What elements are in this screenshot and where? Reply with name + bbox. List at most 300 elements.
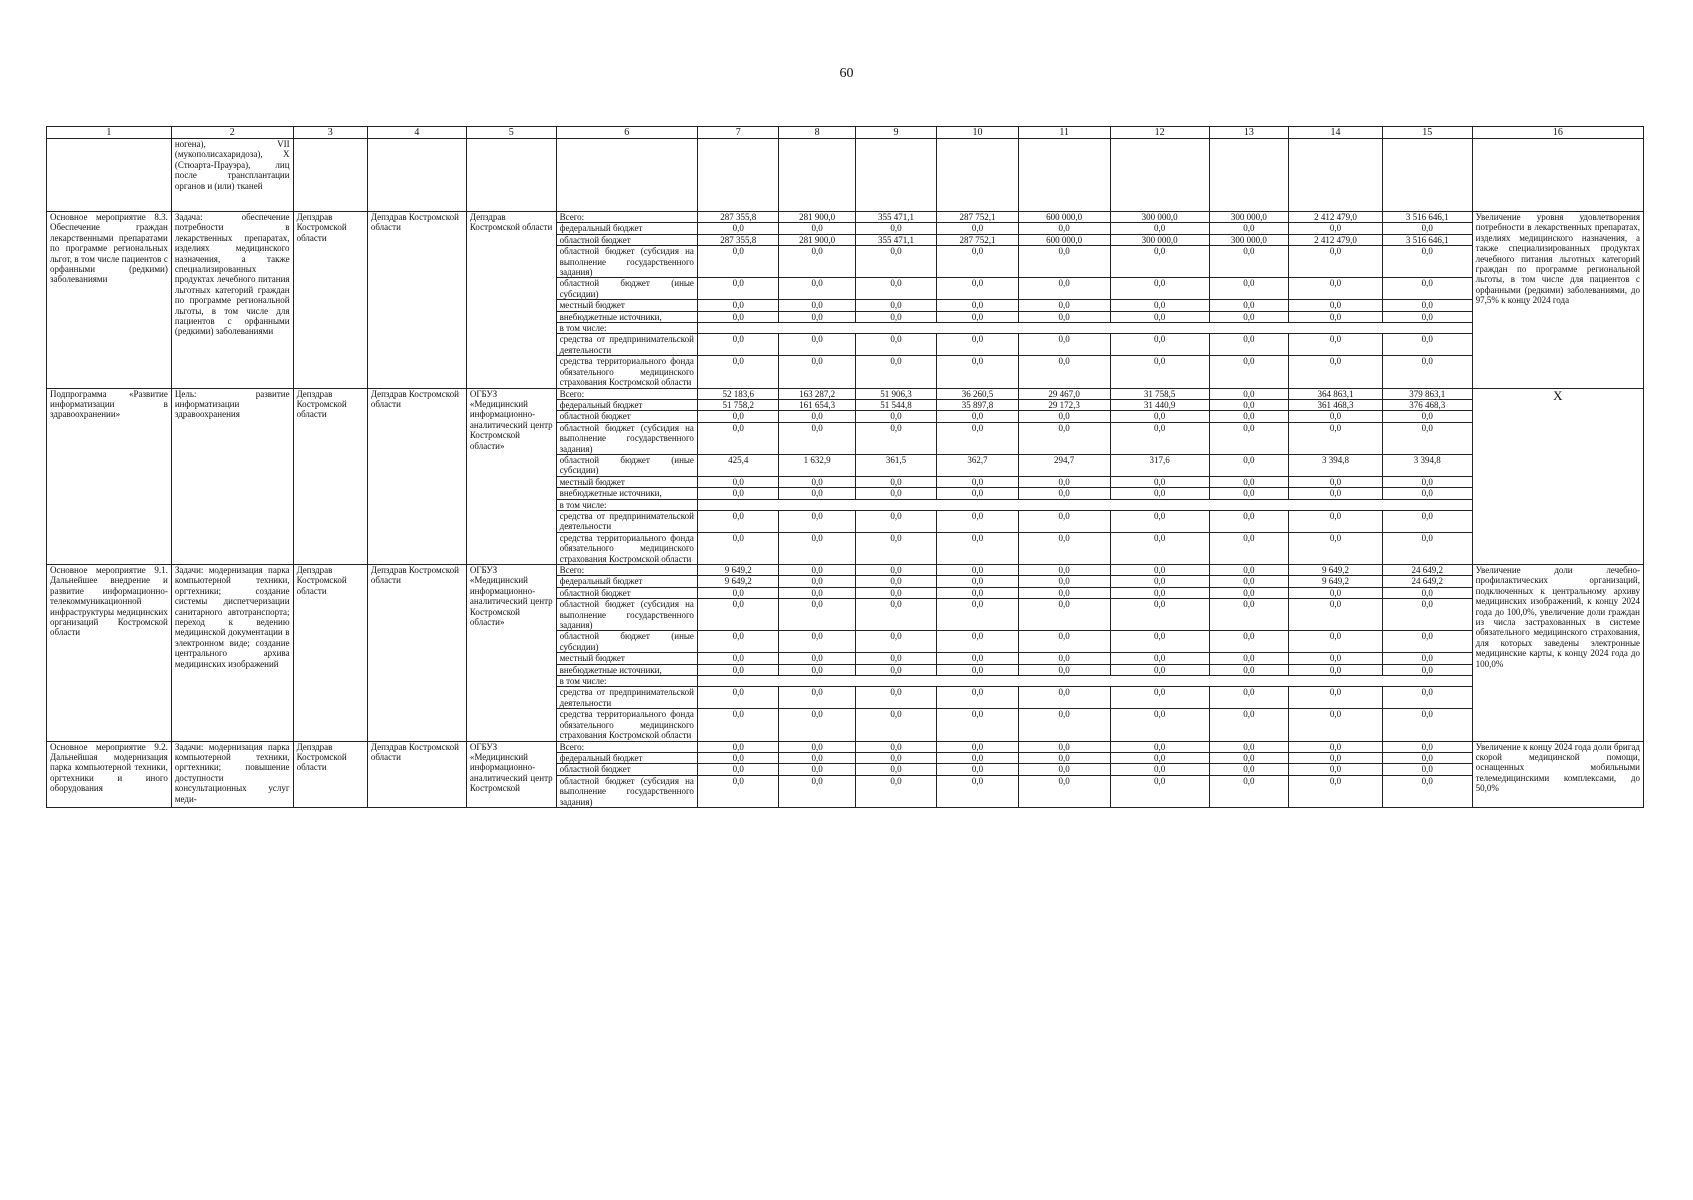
value-cell: 0,0 xyxy=(937,576,1019,587)
value-cell: 362,7 xyxy=(937,454,1019,476)
value-cell: 0,0 xyxy=(1110,587,1209,598)
value-cell: 3 516 646,1 xyxy=(1382,212,1472,223)
value-cell: 9 649,2 xyxy=(1289,576,1383,587)
value-cell: 0,0 xyxy=(1018,223,1110,234)
value-cell: 0,0 xyxy=(1209,752,1288,763)
value-cell: 0,0 xyxy=(697,356,779,388)
row-label: областной бюджет xyxy=(556,587,697,598)
value-cell: 0,0 xyxy=(1209,388,1288,399)
column-header: 14 xyxy=(1289,127,1383,139)
value-cell: 0,0 xyxy=(1289,334,1383,356)
value-cell: 0,0 xyxy=(697,223,779,234)
value-cell: 287 752,1 xyxy=(937,234,1019,245)
row-label: средства от предпринимательской деятельности xyxy=(556,510,697,532)
section-task: Задачи: модернизация парка компьютерной техники, оргтехники; повышение доступности консультационных услуг меди- xyxy=(171,741,293,807)
value-cell: 0,0 xyxy=(1110,687,1209,709)
value-cell: 0,0 xyxy=(779,246,855,278)
continuation-cell xyxy=(1110,139,1209,212)
column-header: 6 xyxy=(556,127,697,139)
value-cell: 317,6 xyxy=(1110,454,1209,476)
value-cell: 29 172,3 xyxy=(1018,399,1110,410)
value-cell: 0,0 xyxy=(1382,764,1472,775)
value-cell: 0,0 xyxy=(937,300,1019,311)
value-cell: 0,0 xyxy=(1018,631,1110,653)
value-cell: 0,0 xyxy=(1289,223,1383,234)
continuation-row xyxy=(47,139,1644,212)
value-cell: 0,0 xyxy=(697,246,779,278)
value-cell: 0,0 xyxy=(779,741,855,752)
value-cell: 0,0 xyxy=(697,300,779,311)
column-header: 4 xyxy=(367,127,466,139)
value-cell: 0,0 xyxy=(1209,565,1288,576)
value-cell: 0,0 xyxy=(1289,510,1383,532)
value-cell: 0,0 xyxy=(1018,709,1110,741)
value-cell: 31 440,9 xyxy=(1110,399,1209,410)
table-row xyxy=(47,388,1644,399)
row-label: Всего: xyxy=(556,388,697,399)
value-cell: 9 649,2 xyxy=(1289,565,1383,576)
value-cell: 24 649,2 xyxy=(1382,576,1472,587)
value-cell: 0,0 xyxy=(855,510,937,532)
continuation-cell xyxy=(779,139,855,212)
value-cell: 0,0 xyxy=(697,687,779,709)
value-cell: 24 649,2 xyxy=(1382,565,1472,576)
row-label: Всего: xyxy=(556,212,697,223)
value-cell: 0,0 xyxy=(779,356,855,388)
value-cell: 0,0 xyxy=(937,532,1019,564)
column-header: 9 xyxy=(855,127,937,139)
value-cell: 0,0 xyxy=(855,664,937,675)
value-cell: 0,0 xyxy=(1209,311,1288,322)
value-cell: 0,0 xyxy=(779,775,855,807)
value-cell: 0,0 xyxy=(1209,223,1288,234)
section-name: Подпрограмма «Развитие информатизации в здравоохранении» xyxy=(47,388,172,565)
value-cell: 0,0 xyxy=(855,653,937,664)
section-col4: Депздрав Костромской области xyxy=(367,741,466,807)
column-header: 1 xyxy=(47,127,172,139)
value-cell: 0,0 xyxy=(1209,454,1288,476)
value-cell: 0,0 xyxy=(1110,764,1209,775)
column-header: 16 xyxy=(1472,127,1643,139)
value-cell: 51 906,3 xyxy=(855,388,937,399)
value-cell: 0,0 xyxy=(1209,599,1288,631)
value-cell: 294,7 xyxy=(1018,454,1110,476)
value-cell: 0,0 xyxy=(1018,356,1110,388)
value-cell: 0,0 xyxy=(1209,576,1288,587)
section-name: Основное мероприятие 8.3. Обеспечение граждан лекарственными препаратами по программе региональных льгот, в том числе пациентов с орфанными (редкими) заболеваниями xyxy=(47,212,172,389)
value-cell: 0,0 xyxy=(1289,356,1383,388)
value-cell: 0,0 xyxy=(1110,709,1209,741)
section-col3: Депздрав Костромской области xyxy=(293,212,367,389)
continuation-cell xyxy=(293,139,367,212)
section-task: Цель: развитие информатизации здравоохранения xyxy=(171,388,293,565)
continuation-cell xyxy=(1382,139,1472,212)
table-row xyxy=(47,741,1644,752)
value-cell: 0,0 xyxy=(1110,356,1209,388)
value-cell: 0,0 xyxy=(1110,752,1209,763)
section-executor: Депздрав Костромской области xyxy=(466,212,556,389)
value-cell: 0,0 xyxy=(1110,599,1209,631)
row-label: местный бюджет xyxy=(556,476,697,487)
value-cell: 0,0 xyxy=(779,687,855,709)
value-cell: 0,0 xyxy=(1382,653,1472,664)
continuation-cell xyxy=(1289,139,1383,212)
value-cell: 0,0 xyxy=(855,476,937,487)
value-cell: 0,0 xyxy=(1209,510,1288,532)
value-cell: 0,0 xyxy=(1209,399,1288,410)
section-task: Задача: обеспечение потребности в лекарственных препаратах, изделиях медицинского назначения, а также специализированных продуктах лечебного питания льготных категорий граждан по программе региональной льготы, в том числе для пациентов с орфанными (редкими) заболеваниями xyxy=(171,212,293,389)
value-cell: 0,0 xyxy=(779,510,855,532)
row-label: средства территориального фонда обязательного медицинского страхования Костромской области xyxy=(556,356,697,388)
value-cell: 0,0 xyxy=(1110,576,1209,587)
budget-table xyxy=(46,126,1644,808)
value-cell: 52 183,6 xyxy=(697,388,779,399)
value-cell: 0,0 xyxy=(1382,741,1472,752)
value-cell: 0,0 xyxy=(1110,653,1209,664)
value-cell: 0,0 xyxy=(855,334,937,356)
value-cell: 0,0 xyxy=(1110,422,1209,454)
value-cell: 35 897,8 xyxy=(937,399,1019,410)
value-cell: 0,0 xyxy=(937,334,1019,356)
continuation-cell xyxy=(937,139,1019,212)
value-cell: 0,0 xyxy=(1110,411,1209,422)
value-cell: 0,0 xyxy=(1382,709,1472,741)
section-executor: ОГБУЗ «Медицинский информационно-аналитический центр Костромской области» xyxy=(466,565,556,742)
value-cell: 0,0 xyxy=(697,334,779,356)
section-executor: ОГБУЗ «Медицинский информационно-аналитический центр Костромской xyxy=(466,741,556,807)
value-cell: 0,0 xyxy=(1382,664,1472,675)
value-cell: 0,0 xyxy=(697,775,779,807)
value-cell: 0,0 xyxy=(1110,664,1209,675)
column-header: 3 xyxy=(293,127,367,139)
value-cell: 0,0 xyxy=(697,278,779,300)
section-executor: ОГБУЗ «Медицинский информационно-аналитический центр Костромской области» xyxy=(466,388,556,565)
value-cell: 0,0 xyxy=(1209,664,1288,675)
value-cell: 0,0 xyxy=(1110,532,1209,564)
value-cell: 0,0 xyxy=(1289,476,1383,487)
row-label: областной бюджет xyxy=(556,411,697,422)
section-result: Увеличение доли лечебно-профилактических организаций, подключенных к центральному архиву медицинских изображений, к концу 2024 года до 100,0%, увеличение доли граждан из числа застрахованных в системе обязательного медицинского страхования, для которых заведены электронные медицинские карты, к концу 2024 года до 100,0% xyxy=(1472,565,1643,742)
value-cell: 0,0 xyxy=(1289,775,1383,807)
value-cell: 0,0 xyxy=(855,631,937,653)
row-label: внебюджетные источники, xyxy=(556,311,697,322)
value-cell: 0,0 xyxy=(855,599,937,631)
value-cell: 0,0 xyxy=(779,532,855,564)
value-cell: 0,0 xyxy=(1018,422,1110,454)
continuation-cell xyxy=(1209,139,1288,212)
value-cell: 0,0 xyxy=(937,510,1019,532)
row-label: федеральный бюджет xyxy=(556,399,697,410)
value-cell: 0,0 xyxy=(1018,476,1110,487)
value-cell: 0,0 xyxy=(1209,709,1288,741)
value-cell: 0,0 xyxy=(1018,764,1110,775)
value-cell: 0,0 xyxy=(779,488,855,499)
value-cell: 0,0 xyxy=(779,764,855,775)
value-cell: 0,0 xyxy=(697,752,779,763)
row-label: средства от предпринимательской деятельности xyxy=(556,687,697,709)
value-cell: 0,0 xyxy=(937,223,1019,234)
value-cell: 355 471,1 xyxy=(855,234,937,245)
value-cell: 0,0 xyxy=(855,422,937,454)
value-cell: 51 758,2 xyxy=(697,399,779,410)
value-cell: 0,0 xyxy=(1018,741,1110,752)
empty-span-cell xyxy=(697,676,1472,687)
value-cell: 0,0 xyxy=(1382,422,1472,454)
row-label: областной бюджет (субсидия на выполнение государственного задания) xyxy=(556,775,697,807)
section-name: Основное мероприятие 9.2. Дальнейшая модернизация парка компьютерной техники, оргтехники и иного оборудования xyxy=(47,741,172,807)
value-cell: 0,0 xyxy=(1018,510,1110,532)
value-cell: 287 355,8 xyxy=(697,212,779,223)
value-cell: 364 863,1 xyxy=(1289,388,1383,399)
value-cell: 0,0 xyxy=(1209,741,1288,752)
value-cell: 0,0 xyxy=(1018,664,1110,675)
value-cell: 0,0 xyxy=(937,565,1019,576)
value-cell: 0,0 xyxy=(855,587,937,598)
value-cell: 287 752,1 xyxy=(937,212,1019,223)
value-cell: 0,0 xyxy=(855,488,937,499)
value-cell: 600 000,0 xyxy=(1018,212,1110,223)
value-cell: 0,0 xyxy=(937,741,1019,752)
value-cell: 0,0 xyxy=(1382,631,1472,653)
column-header: 15 xyxy=(1382,127,1472,139)
table-row xyxy=(47,212,1644,223)
value-cell: 0,0 xyxy=(697,476,779,487)
value-cell: 0,0 xyxy=(1382,300,1472,311)
column-header: 13 xyxy=(1209,127,1288,139)
value-cell: 0,0 xyxy=(1209,246,1288,278)
row-label: в том числе: xyxy=(556,676,697,687)
value-cell: 0,0 xyxy=(697,599,779,631)
value-cell: 0,0 xyxy=(1110,488,1209,499)
value-cell: 0,0 xyxy=(1018,687,1110,709)
value-cell: 0,0 xyxy=(1018,246,1110,278)
value-cell: 0,0 xyxy=(855,311,937,322)
value-cell: 0,0 xyxy=(1018,311,1110,322)
page-number: 60 xyxy=(839,66,854,81)
value-cell: 0,0 xyxy=(779,565,855,576)
value-cell: 0,0 xyxy=(855,775,937,807)
row-label: Всего: xyxy=(556,741,697,752)
value-cell: 0,0 xyxy=(779,300,855,311)
value-cell: 0,0 xyxy=(1289,311,1383,322)
value-cell: 0,0 xyxy=(697,411,779,422)
row-label: средства территориального фонда обязательного медицинского страхования Костромской области xyxy=(556,532,697,564)
value-cell: 0,0 xyxy=(1110,334,1209,356)
continuation-cell xyxy=(1472,139,1643,212)
value-cell: 31 758,5 xyxy=(1110,388,1209,399)
row-label: областной бюджет (субсидия на выполнение государственного задания) xyxy=(556,422,697,454)
value-cell: 0,0 xyxy=(937,246,1019,278)
value-cell: 300 000,0 xyxy=(1209,234,1288,245)
row-label: областной бюджет (субсидия на выполнение государственного задания) xyxy=(556,246,697,278)
value-cell: 0,0 xyxy=(937,709,1019,741)
value-cell: 0,0 xyxy=(855,565,937,576)
column-header: 10 xyxy=(937,127,1019,139)
value-cell: 0,0 xyxy=(1018,334,1110,356)
value-cell: 0,0 xyxy=(1289,752,1383,763)
value-cell: 0,0 xyxy=(1382,775,1472,807)
value-cell: 0,0 xyxy=(937,356,1019,388)
value-cell: 0,0 xyxy=(937,664,1019,675)
row-label: федеральный бюджет xyxy=(556,752,697,763)
row-label: в том числе: xyxy=(556,499,697,510)
continuation-cell xyxy=(1018,139,1110,212)
value-cell: 0,0 xyxy=(779,653,855,664)
value-cell: 0,0 xyxy=(1382,488,1472,499)
value-cell: 0,0 xyxy=(1018,587,1110,598)
row-label: областной бюджет (иные субсидии) xyxy=(556,278,697,300)
value-cell: 0,0 xyxy=(1382,687,1472,709)
value-cell: 0,0 xyxy=(1382,587,1472,598)
value-cell: 0,0 xyxy=(937,278,1019,300)
value-cell: 0,0 xyxy=(1382,246,1472,278)
value-cell: 0,0 xyxy=(855,300,937,311)
table-row xyxy=(47,565,1644,576)
value-cell: 0,0 xyxy=(855,356,937,388)
value-cell: 0,0 xyxy=(1018,411,1110,422)
value-cell: 0,0 xyxy=(937,775,1019,807)
value-cell: 425,4 xyxy=(697,454,779,476)
value-cell: 0,0 xyxy=(1382,752,1472,763)
value-cell: 0,0 xyxy=(1382,311,1472,322)
value-cell: 0,0 xyxy=(1289,411,1383,422)
continuation-cell xyxy=(367,139,466,212)
value-cell: 287 355,8 xyxy=(697,234,779,245)
value-cell: 0,0 xyxy=(1289,687,1383,709)
value-cell: 161 654,3 xyxy=(779,399,855,410)
value-cell: 0,0 xyxy=(779,664,855,675)
value-cell: 0,0 xyxy=(937,311,1019,322)
value-cell: 0,0 xyxy=(855,576,937,587)
value-cell: 0,0 xyxy=(1289,422,1383,454)
value-cell: 0,0 xyxy=(1382,334,1472,356)
section-col3: Депздрав Костромской области xyxy=(293,388,367,565)
value-cell: 0,0 xyxy=(1110,741,1209,752)
row-label: областной бюджет (иные субсидии) xyxy=(556,454,697,476)
value-cell: 0,0 xyxy=(779,587,855,598)
value-cell: 0,0 xyxy=(1382,278,1472,300)
value-cell: 0,0 xyxy=(937,599,1019,631)
value-cell: 0,0 xyxy=(1289,300,1383,311)
value-cell: 0,0 xyxy=(1110,565,1209,576)
section-result: Увеличение уровня удовлетворения потребности в лекарственных препаратах, изделиях медицинского назначения, а также специализированных продуктах лечебного питания льготных категорий граждан по программе региональной льготы, в том числе для пациентов с орфанными (редкими) заболеваниями, до 97,5% к концу 2024 года xyxy=(1472,212,1643,389)
value-cell: 0,0 xyxy=(697,510,779,532)
value-cell: 0,0 xyxy=(1018,752,1110,763)
section-col4: Депздрав Костромской области xyxy=(367,388,466,565)
value-cell: 0,0 xyxy=(1209,334,1288,356)
value-cell: 1 632,9 xyxy=(779,454,855,476)
value-cell: 0,0 xyxy=(1018,300,1110,311)
value-cell: 2 412 479,0 xyxy=(1289,212,1383,223)
continuation-cell xyxy=(556,139,697,212)
value-cell: 9 649,2 xyxy=(697,576,779,587)
column-header: 11 xyxy=(1018,127,1110,139)
value-cell: 0,0 xyxy=(1209,587,1288,598)
value-cell: 0,0 xyxy=(1289,488,1383,499)
value-cell: 0,0 xyxy=(855,687,937,709)
value-cell: 0,0 xyxy=(1209,356,1288,388)
value-cell: 0,0 xyxy=(1209,300,1288,311)
value-cell: 0,0 xyxy=(779,631,855,653)
row-label: средства от предпринимательской деятельности xyxy=(556,334,697,356)
value-cell: 0,0 xyxy=(1110,631,1209,653)
value-cell: 376 468,3 xyxy=(1382,399,1472,410)
value-cell: 0,0 xyxy=(1110,246,1209,278)
continuation-cell xyxy=(855,139,937,212)
value-cell: 3 394,8 xyxy=(1289,454,1383,476)
value-cell: 0,0 xyxy=(697,664,779,675)
value-cell: 0,0 xyxy=(1110,510,1209,532)
value-cell: 163 287,2 xyxy=(779,388,855,399)
value-cell: 0,0 xyxy=(1209,653,1288,664)
value-cell: 0,0 xyxy=(1209,775,1288,807)
value-cell: 0,0 xyxy=(1382,532,1472,564)
value-cell: 0,0 xyxy=(1209,411,1288,422)
value-cell: 0,0 xyxy=(1289,532,1383,564)
row-label: областной бюджет (иные субсидии) xyxy=(556,631,697,653)
value-cell: 0,0 xyxy=(937,488,1019,499)
value-cell: 0,0 xyxy=(697,709,779,741)
empty-span-cell xyxy=(697,499,1472,510)
value-cell: 0,0 xyxy=(1289,599,1383,631)
value-cell: 361 468,3 xyxy=(1289,399,1383,410)
value-cell: 0,0 xyxy=(1209,631,1288,653)
value-cell: 0,0 xyxy=(855,741,937,752)
value-cell: 0,0 xyxy=(779,752,855,763)
value-cell: 0,0 xyxy=(697,631,779,653)
value-cell: 0,0 xyxy=(697,741,779,752)
value-cell: 0,0 xyxy=(1382,356,1472,388)
value-cell: 0,0 xyxy=(937,587,1019,598)
value-cell: 0,0 xyxy=(1382,411,1472,422)
column-header: 2 xyxy=(171,127,293,139)
value-cell: 0,0 xyxy=(937,422,1019,454)
value-cell: 0,0 xyxy=(1110,223,1209,234)
value-cell: 355 471,1 xyxy=(855,212,937,223)
value-cell: 3 394,8 xyxy=(1382,454,1472,476)
value-cell: 0,0 xyxy=(779,223,855,234)
column-header: 8 xyxy=(779,127,855,139)
row-label: областной бюджет xyxy=(556,234,697,245)
value-cell: 51 544,8 xyxy=(855,399,937,410)
value-cell: 0,0 xyxy=(937,687,1019,709)
value-cell: 29 467,0 xyxy=(1018,388,1110,399)
column-header: 7 xyxy=(697,127,779,139)
section-result: Х xyxy=(1472,388,1643,565)
value-cell: 0,0 xyxy=(697,653,779,664)
empty-span-cell xyxy=(697,323,1472,334)
value-cell: 0,0 xyxy=(1289,587,1383,598)
value-cell: 0,0 xyxy=(697,422,779,454)
value-cell: 0,0 xyxy=(937,631,1019,653)
column-header-row xyxy=(47,127,1644,139)
value-cell: 0,0 xyxy=(937,764,1019,775)
value-cell: 0,0 xyxy=(855,411,937,422)
value-cell: 0,0 xyxy=(937,411,1019,422)
row-label: федеральный бюджет xyxy=(556,576,697,587)
value-cell: 0,0 xyxy=(1289,741,1383,752)
value-cell: 0,0 xyxy=(1018,599,1110,631)
section-result: Увеличение к концу 2024 года доли бригад скорой медицинской помощи, оснащенных мобильными телемедицинскими комплексами, до 50,0% xyxy=(1472,741,1643,807)
row-label: средства территориального фонда обязательного медицинского страхования Костромской области xyxy=(556,709,697,741)
value-cell: 3 516 646,1 xyxy=(1382,234,1472,245)
value-cell: 0,0 xyxy=(855,246,937,278)
value-cell: 379 863,1 xyxy=(1382,388,1472,399)
value-cell: 0,0 xyxy=(1018,565,1110,576)
section-col3: Депздрав Костромской области xyxy=(293,741,367,807)
continuation-cell xyxy=(466,139,556,212)
section-task: Задачи: модернизация парка компьютерной техники, оргтехники; создание системы диспетчеризации санитарного автотранспорта; переход к ведению медицинской документации в электронном виде; создание центрального архива медицинских изображений xyxy=(171,565,293,742)
